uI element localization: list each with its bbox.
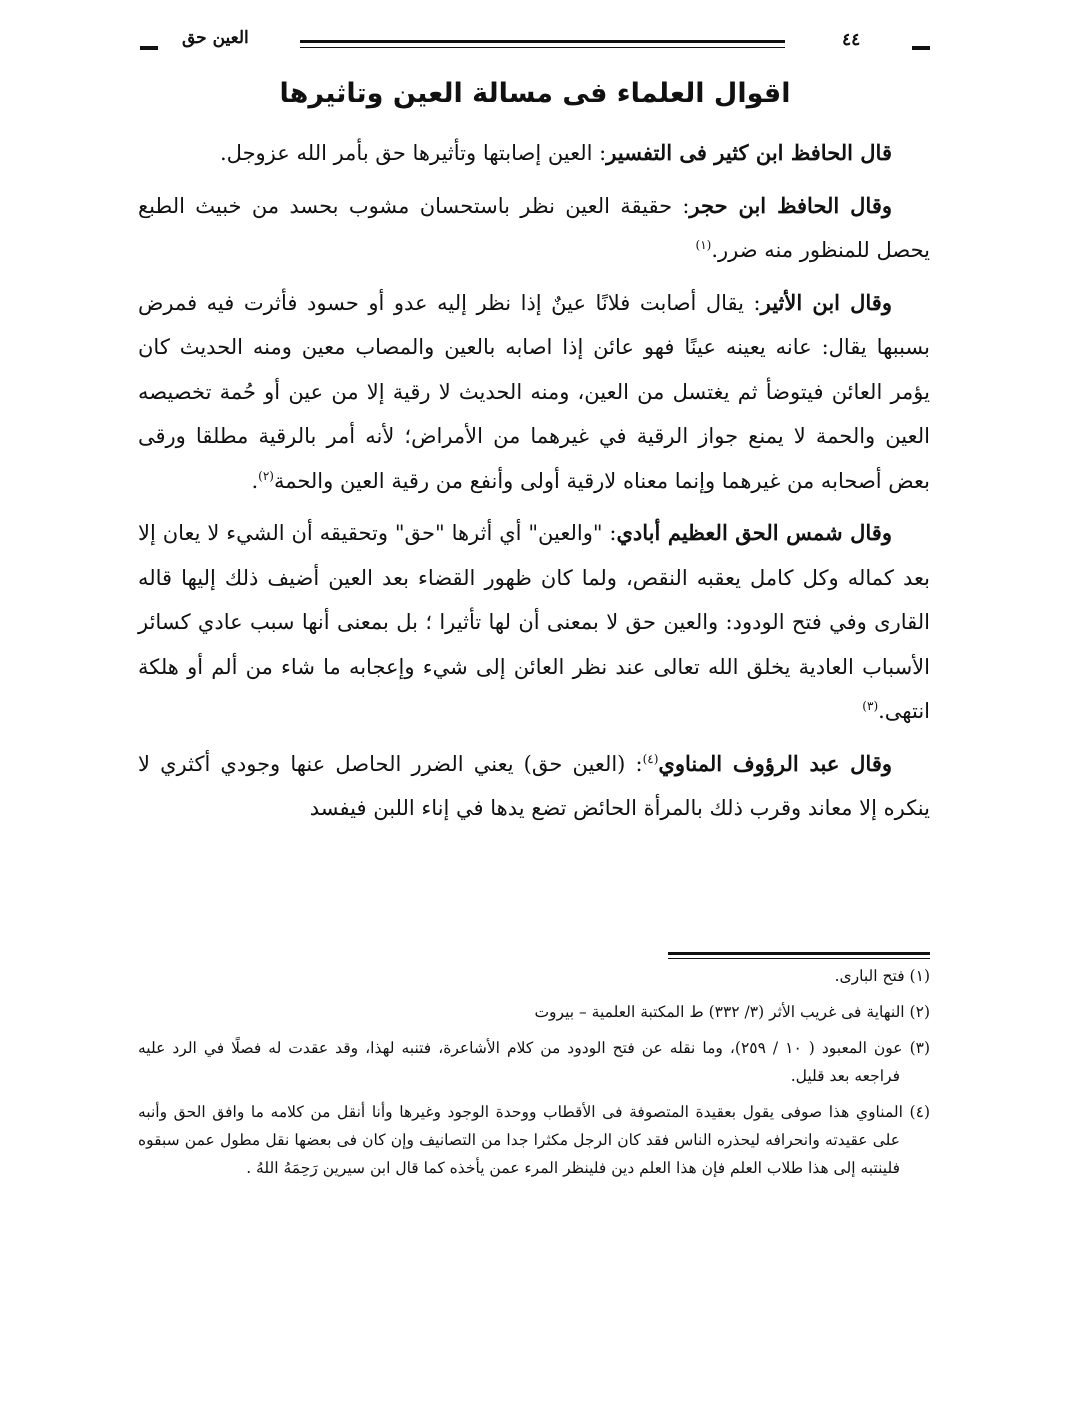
footnote-separator bbox=[668, 952, 930, 959]
footnote-ref: (٤) bbox=[642, 751, 659, 766]
footnote-ref: (٢) bbox=[258, 468, 274, 483]
footnote: (٤) المناوي هذا صوفى يقول بعقيدة المتصوفة فى الأقطاب ووحدة الوجود وغيرها وأنا أنقل من كلامه ما وافق الحق وأنبه على عقيدته وانحرافه ليحذره الناس فقد كان الرجل مكثرا جدا من التصانيف وإن كان فى بعضها نقل مطول عمن سبقوه فلينتبه إلى هذا طلاب العلم فإن هذا العلم دين فلينظر المرء عمن يأخذه كما قال ابن سيرين رَحِمَهُ اللهُ . bbox=[138, 1103, 930, 1177]
footnote-ref: (٣) bbox=[862, 699, 879, 713]
footnote: (٢) النهاية فى غريب الأثر (٣/ ٣٣٢) ط المكتبة العلمية – بيروت bbox=[534, 1003, 930, 1021]
paragraph: قال الحافظ ابن كثير فى التفسير: العين إصابتها وتأثيرها حق بأمر الله عزوجل. bbox=[219, 140, 892, 165]
paragraph: وقال الحافظ ابن حجر: حقيقة العين نظر باستحسان مشوب بحسد من خبيث الطبع يحصل للمنظور منه ضرر.$^{(١)}$ bbox=[138, 192, 930, 262]
header-dash-left bbox=[140, 46, 158, 50]
header-title: العين حق bbox=[182, 28, 249, 48]
paragraph: وقال شمس الحق العظيم أبادي: "والعين" أي أثرها "حق" وتحقيقه أن الشيء لا يعان إلا بعد كماله وكل كامل يعقبه النقص، ولما كان ظهور القضاء بعد العين أضيف ذلك إليها قاله القارى وفي فتح الودود: والعين حق لا بمعنى أن لها تأثيرا ؛ بل بمعنى أنها سبب عادي كسائر الأسباب العادية يخلق الله تعالى عند نظر العائن إلى شيء وإعجابه ما شاء من ألم أو هلكة انتهى.$^{(٣)}$ bbox=[138, 520, 930, 723]
footnote: (٣) عون المعبود ( ١٠ / ٢٥٩)، وما نقله عن فتح الودود من كلام الأشاعرة، فتنبه لهذا، وقد عقدت له فصلًا في الرد عليه فراجعه بعد قليل. bbox=[138, 1039, 931, 1085]
chapter-title: اقوال العلماء فى مسالة العين وتاثيرها bbox=[279, 78, 791, 109]
body-text bbox=[138, 131, 930, 839]
paragraph: وقال ابن الأثير: يقال أصابت فلانًا عينٌ إذا نظر إليه عدو أو حسود فأثرت فيه فمرض بسببها يقال: عانه يعينه عينًا فهو عائن إذا اصابه بالعين والمصاب معين ومنه الحديث كان يؤمر العائن فيتوضأ ثم يغتسل من العين، ومنه الحديث لا رقية إلا من عين أو حُمة تخصيصه العين والحمة لا يمنع جواز الرقية في غيرهما من الأمراض؛ لأنه أمر بالرقية مطلقا ورقى بعض أصحابه من غيرهما وإنما معناه لارقية أولى وأنفع من رقية العين والحمة$^{(٢)}$. bbox=[138, 289, 930, 493]
paragraph: وقال عبد الرؤوف المناوي$^{(٤)}$: (العين حق) يعني الضرر الحاصل عنها وجودي أكثري لا ينكره إلا معاند وقرب ذلك بالمرأة الحائض تضع يدها في إناء اللبن فيفسد bbox=[138, 750, 930, 820]
running-header bbox=[140, 28, 930, 58]
footnote: (١) فتح البارى. bbox=[834, 967, 930, 985]
footnote-ref: (١) bbox=[695, 238, 712, 252]
page-number: ٤٤ bbox=[842, 30, 861, 50]
header-rule bbox=[300, 40, 785, 48]
footnotes bbox=[138, 962, 930, 1190]
header-dash-right bbox=[912, 46, 930, 50]
